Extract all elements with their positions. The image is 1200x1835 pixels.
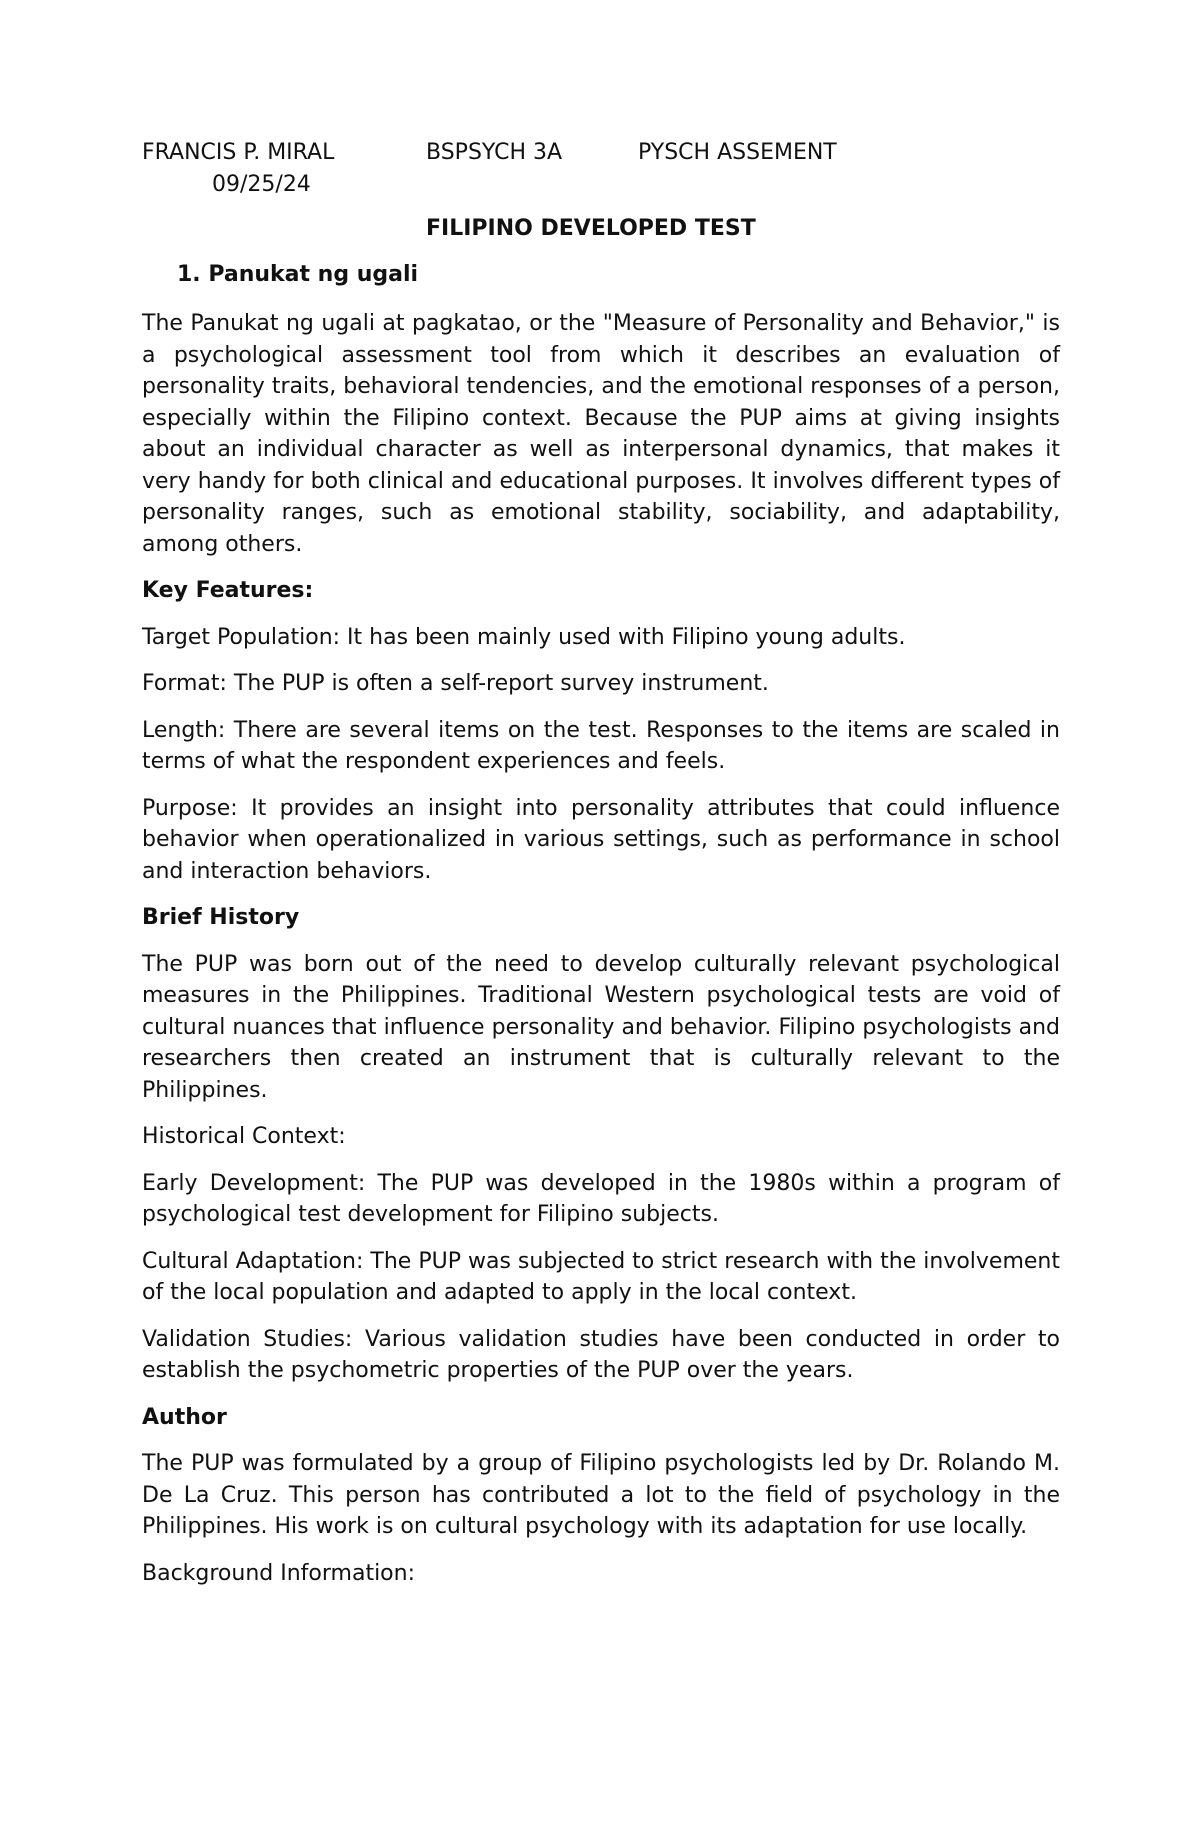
student-course: BSPSYCH 3A bbox=[426, 140, 563, 165]
author-paragraph: The PUP was formulated by a group of Filipino psychologists led by Dr. Rolando M. De La Cruz. This person has contributed a lot to the field of psychology in the Philippines. His work is on cultural psychology with its adaptation for use locally. bbox=[142, 1451, 1060, 1539]
key-feature-item: Purpose: It provides an insight into personality attributes that could influence behavior when operationalized in various settings, such as performance in school and interaction behaviors. bbox=[142, 795, 1060, 884]
key-features-heading: Key Features: bbox=[142, 578, 314, 603]
student-name: FRANCIS P. MIRAL bbox=[142, 140, 335, 165]
document-title: FILIPINO DEVELOPED TEST bbox=[426, 216, 756, 241]
history-heading: Brief History bbox=[142, 905, 300, 930]
key-feature-item: Target Population: It has been mainly used with Filipino young adults. bbox=[142, 624, 906, 650]
document-page bbox=[142, 140, 1060, 1604]
background-label: Background Information: bbox=[142, 1560, 416, 1586]
document-date: 09/25/24 bbox=[212, 172, 311, 197]
historical-context-label: Historical Context: bbox=[142, 1124, 346, 1149]
intro-paragraph: The Panukat ng ugali at pagkatao, or the "Measure of Personality and Behavior," is a psychological assessment tool from which it describes an evaluation of personality traits, behavioral tendencies, and the emotional responses of a person, especially within the Filipino context. Because the PUP aims at giving insights about an individual character as well as interpersonal dynamics, that makes it very handy for both clinical and educational purposes. It involves different types of personality ranges, such as emotional stability, sociability, and adaptability, among others. bbox=[142, 311, 1060, 557]
document-header bbox=[142, 140, 1060, 172]
subject-name: PYSCH ASSEMENT bbox=[638, 140, 837, 165]
section-heading: 1. Panukat ng ugali bbox=[177, 262, 419, 287]
history-paragraph: The PUP was born out of the need to develop culturally relevant psychological measures in the Philippines. Traditional Western psychological tests are void of cultural nuances that influence personality and behavior. Filipino psychologists and researchers then created an instrument that is culturally relevant to the Philippines. bbox=[142, 951, 1060, 1103]
historical-context-item: Cultural Adaptation: The PUP was subjected to strict research with the involvement of the local population and adapted to apply in the local context. bbox=[142, 1248, 1060, 1305]
author-heading: Author bbox=[142, 1404, 227, 1430]
key-feature-item: Length: There are several items on the test. Responses to the items are scaled in terms of what the respondent experiences and feels. bbox=[142, 717, 1060, 774]
historical-context-item: Early Development: The PUP was developed in the 1980s within a program of psychological test development for Filipino subjects. bbox=[142, 1170, 1060, 1227]
key-feature-item: Format: The PUP is often a self-report survey instrument. bbox=[142, 671, 769, 696]
historical-context-item: Validation Studies: Various validation studies have been conducted in order to establish the psychometric properties of the PUP over the years. bbox=[142, 1326, 1060, 1383]
